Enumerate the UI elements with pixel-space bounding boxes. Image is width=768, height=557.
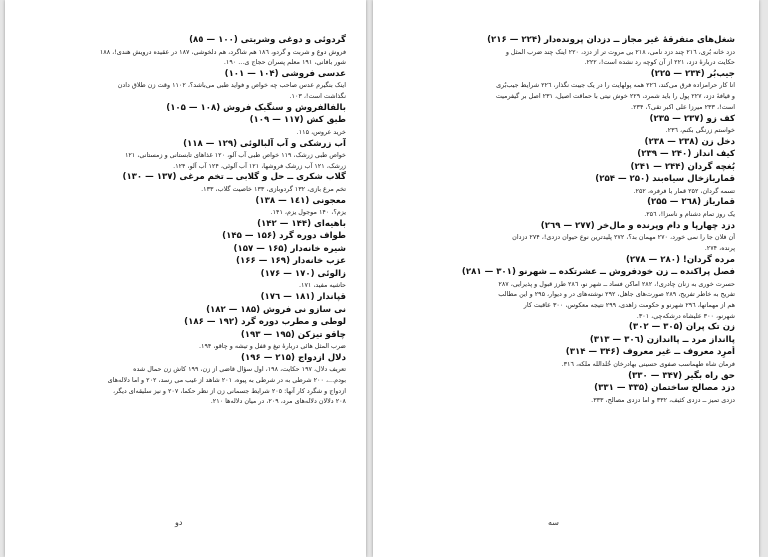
toc-heading: طبق کش (١١٧ — ١٠٩) — [249, 115, 346, 126]
toc-subentry-line: زرشک، ١٢١ آب زرشک فروشها، ١٢١ آب آلوئی، ١٢۴ آب آلو، ١٢۴. — [173, 161, 346, 170]
toc-heading: قماربازخال سیاه‌بند (٢۵٠ — ٢۵۴) — [595, 174, 735, 185]
toc-entry — [19, 218, 346, 231]
toc-subentries — [19, 280, 346, 291]
toc-heading: آب زرشکی و آب آلبالوئی (١٢٩ — ١١٨) — [183, 138, 346, 149]
toc-subentries — [19, 184, 346, 195]
toc-subentries — [19, 80, 346, 101]
toc-subentry-line: است!، ٢٣٣ میرزا علی اکبر تقی؟، ٢٣۴. — [631, 102, 735, 111]
toc-entry — [19, 268, 346, 291]
toc-subentries — [19, 47, 346, 68]
toc-subentries — [19, 150, 346, 171]
toc-heading: چاقو تیزکن (١٩۵ — ١٩٣) — [240, 329, 346, 340]
toc-subentry-line: حکایت دربارۀ دزد، ٢٢١ از آن کوچه رد نشده است!، ٢٢٢. — [584, 58, 735, 67]
toc-subentry-line: تعریف دلال، ١٩٧ حکایت، ١٩٨، اول سؤال قاضی از زن، ١٩٩ کاش زن حمال شده — [133, 365, 346, 374]
toc-entry — [387, 34, 735, 68]
toc-heading: دزد چهارپا و دام وپرنده و مال‌خر (٢٧٧ — ٢٦٩) — [540, 220, 735, 231]
toc-heading: عدسی فروشی (١٠۴ — ١٠١) — [224, 68, 346, 79]
toc-heading: زالوئی (١٧٠ — ١٧۶) — [260, 268, 346, 279]
toc-entry — [19, 230, 346, 243]
toc-heading: زن تک پران (٣٠۵ — ٣٠٢) — [628, 322, 735, 333]
toc-heading: شغل‌های متفرقۀ غیر مجاز ــ دزدان پرونده‌دار (٢٢۴ — ٢١۶) — [487, 35, 735, 45]
toc-heading: نی سازو نی فروش (١٨۵ — ١٨٢) — [206, 304, 346, 315]
toc-subentry-line: ضرب المثل هائی دربارۀ تیغ و قفل و تیشه و چاقو، ١٩۴. — [198, 342, 346, 351]
toc-entry — [387, 382, 735, 405]
toc-heading: اُمرِد معروف ــ غیر معروف (٣۴۶ — ٣١۴) — [565, 347, 735, 358]
toc-heading: دزد مصالح ساختمان (٣٣۵ — ٣٣١) — [594, 383, 735, 394]
toc-subentries — [19, 207, 346, 218]
toc-subentry-line: تخم مرغ بازی، ١٣٢ گردوبازی، ١٣٣ خاصیت گلاب، ١٣٣. — [201, 184, 346, 193]
toc-subentries — [19, 364, 346, 407]
toc-entry — [387, 346, 735, 369]
toc-subentries — [19, 127, 346, 138]
toc-entry — [19, 102, 346, 115]
toc-subentry-line: شهرنو، ٣٠٠ علیشاه درشکه‌چی، ٣٠١. — [636, 311, 735, 320]
toc-subentries — [387, 395, 735, 406]
toc-heading: کف زو (٢٣٧ — ٢٣۵) — [649, 113, 735, 124]
toc-heading: قمارباز (٢٦٨ — ٢۵۵) — [647, 197, 735, 208]
toc-subentry-line: و قیافۀ دزد، ٢٢٧ پول را باید شمرد، ٢٢٩ خوش نیتی با حماقت اصیل، ٢٣١ اصل بر گیفرمیت — [495, 92, 735, 101]
toc-subentry-line: حاشیه مفید، ١٧١. — [298, 281, 346, 290]
toc-entry — [387, 266, 735, 321]
toc-entry — [387, 136, 735, 149]
toc-entry — [387, 321, 735, 334]
toc-entry — [19, 138, 346, 172]
toc-subentry-line: هم از مهمانها، ٢٩٦ شهرنو و حکومت زاهدی، ٢٩٩ نتیجه معکوس، ٣٠٠ عاقبت کار — [523, 300, 735, 309]
toc-heading: عزب خانه‌دار (١۶٩ — ١۶۶) — [236, 256, 346, 267]
toc-subentry-line: تسمه گردان، ٢۵٢ قمار با فرفره، ٢۵٢. — [633, 186, 735, 195]
toc-heading: گلاب شکری ــ حل و گلابی ــ تخم مرغی (١٣٧ — ١٣٠) — [122, 172, 346, 183]
toc-heading: بالفالفروش و سنگبک فروش (١٠٨ — ١٠۵) — [166, 102, 346, 113]
toc-heading: شیره خانه‌دار (١۶۵ — ١۵٧) — [233, 243, 346, 254]
toc-subentries — [387, 279, 735, 322]
toc-subentry-line: بودم...، ٢٠٠ شرطی به در شرطی به پیوه، ٢٠١ شاهد از غیب می رسد، ٢٠٢ و اما دلاله‌های — [107, 375, 346, 384]
toc-subentries — [387, 232, 735, 253]
left-page — [5, 0, 366, 557]
right-page — [373, 0, 759, 557]
toc-entry — [19, 243, 346, 256]
toc-subentry-line: خواص طبی زرشک، ١١٩ خواص طبی آب آلو، ١٢٠ غذاهای تابستانی و زمستانی، ١٢١ — [124, 151, 346, 160]
toc-entry — [387, 161, 735, 174]
toc-subentry-line: فروش دوغ و شربت و گردو، ١٨٦ هم شاگرد، هم دلخوشی، ١٨٧ در عقیده درویش هندی!، ١٨٨ — [99, 47, 346, 56]
toc-entry — [19, 171, 346, 194]
toc-heading: جیب‌بُر (٢٣۴ — ٢٢۵) — [650, 68, 735, 79]
toc-heading: طواف دوره گرد (١۵۶ — ١۴۵) — [222, 231, 346, 242]
toc-entry — [19, 68, 346, 102]
toc-subentries — [387, 47, 735, 68]
toc-heading: کیف انداز (٢۴٠ — ٢٣٩) — [637, 149, 735, 160]
toc-entry — [387, 220, 735, 254]
toc-entry — [19, 34, 346, 68]
toc-heading: پاانداز مرد ــ پااندازن (٣٠٦ — ٣١٣) — [589, 334, 735, 345]
toc-heading: مرده گردان! (٢٨٠ — ٢٧٨) — [625, 254, 735, 265]
toc-subentry-line: خواستم زرنگی بکنم، ٢٣٦. — [665, 126, 735, 135]
toc-subentries — [387, 186, 735, 197]
toc-subentry-line: آن فلان جا را نمی خورد، ٢٧٠ مهمان بد؟، ٢٧٢ پلیدترین نوع حیوان دزدی!، ٢٧۴ دزدان — [512, 233, 735, 242]
left-page-number: دو — [175, 518, 183, 527]
toc-heading: بُغچه گردان (٢۴۴ — ٢۴١) — [630, 161, 735, 172]
toc-heading: گردوئی و دوغی وشربتی (١٠٠ — ٨٥) — [189, 35, 346, 45]
left-page-entries — [19, 34, 346, 407]
toc-entry — [19, 291, 346, 304]
toc-entry — [387, 148, 735, 161]
toc-heading: لوطی و مطرب دوره گرد (١٩٢ — ١٨۶) — [184, 317, 346, 328]
right-page-number: سه — [548, 518, 559, 527]
toc-entry — [387, 254, 735, 267]
toc-subentry-line: ٢٠٨ دلالان دلاله‌های مرد، ٢٠٩، در میان دلاله‌ها ٢١٠. — [210, 397, 346, 406]
toc-subentry-line: دزدی تمیز ــ دزدی کثیف، ٣٣٢ و اما دزدی مصالح، ٣٣٣. — [591, 395, 735, 404]
toc-subentry-line: اینک بنگیرم عدس صاحب چه خواص و فواید طبی می‌باشد؟، ١١٠٢ وقت زن طلاق دادن — [117, 81, 346, 90]
toc-subentry-line: فرمان شاه طهماسب صفوی حسینی بهادرخان خُلدالله ملکه، ٣١٦. — [561, 359, 735, 368]
toc-entry — [19, 255, 346, 268]
toc-entry — [19, 114, 346, 137]
toc-entry — [19, 316, 346, 329]
toc-subentry-line: تفریح به خاطر تفریح، ٢٨٩ صورت‌های جاهل، ٢٩٢ نوشته‌های در و دیوار، ٢٩۵ و این مطالب — [498, 290, 735, 299]
toc-heading: باهیه‌ای (١۴۴ — ١۴٢) — [257, 218, 346, 229]
toc-heading: حق راه بگیر (٣۴٧ — ٣٣٠) — [628, 370, 735, 381]
toc-subentry-line: خرید عروس، ١١۵. — [296, 127, 346, 136]
toc-entry — [19, 304, 346, 317]
toc-entry — [387, 113, 735, 136]
toc-entry — [387, 334, 735, 347]
toc-entry — [387, 173, 735, 196]
toc-heading: دلال ازدواج (٢١۵ — ١٩۶) — [241, 352, 346, 363]
toc-entry — [19, 329, 346, 352]
toc-subentry-line: ازدواج و شگرد کار آنها: ٢٠٥ شرایط جسمانی زن از نظر حکما، ٢٠٧ و نیز سلیقه‌ای دیگر، — [112, 386, 346, 395]
toc-subentry-line: نگذاشت است!، ١٠٣. — [289, 92, 346, 101]
toc-heading: دخل زن (٢٣٨ — ٢٣٨) — [644, 136, 735, 147]
toc-subentries — [19, 341, 346, 352]
toc-heading: قپاندار (١٨١ — ١٧٦) — [260, 292, 346, 303]
toc-subentry-line: انا کار حرامزاده فرق می‌کند، ٢٢٦ همه پولهایت را در یک جیبت نگذار، ٢٢٦ شرایط جیب‌بُری — [496, 81, 735, 90]
right-page-entries — [387, 34, 735, 405]
toc-entry — [387, 370, 735, 383]
toc-heading: معجونی (١٤١ — ١٣٨) — [255, 195, 346, 206]
toc-subentry-line: پرنده، ٢٧۴. — [704, 243, 735, 252]
toc-subentry-line: یزم؟، ١۴٠ موجول یزم، ١۴١. — [270, 208, 346, 217]
toc-entry — [387, 68, 735, 113]
toc-subentry-line: یک روز تمام دشنام و ناسزا!، ٢۵٦. — [644, 209, 735, 218]
toc-entry — [387, 196, 735, 219]
toc-entry — [19, 195, 346, 218]
toc-subentries — [387, 209, 735, 220]
toc-subentry-line: حسرت خوری به زنان چادری!، ٢٨٢ اماکن فساد ــ شهر نو، ٢٨٦ طرز قبول و پذیرایی، ٢٨٧ — [498, 279, 735, 288]
toc-subentries — [387, 80, 735, 112]
toc-subentries — [387, 359, 735, 370]
toc-entry — [19, 352, 346, 407]
toc-subentry-line: دزد خانه بُری، ٢١٦ چند دزد نامی، ٢١٨ بی مروت تر از دزد، ٢٢٠ اینک چند ضرب المثل و — [505, 47, 735, 56]
toc-subentry-line: شور بافانی، ١٩١ معلم پسران حجاج ی... ١٩۰. — [223, 58, 346, 67]
toc-subentries — [387, 125, 735, 136]
toc-heading: فصل پراکنده ــ زن خودفروش ــ عشرتکده ــ شهرنو (٣٠١ — ٢٨١) — [461, 267, 735, 278]
